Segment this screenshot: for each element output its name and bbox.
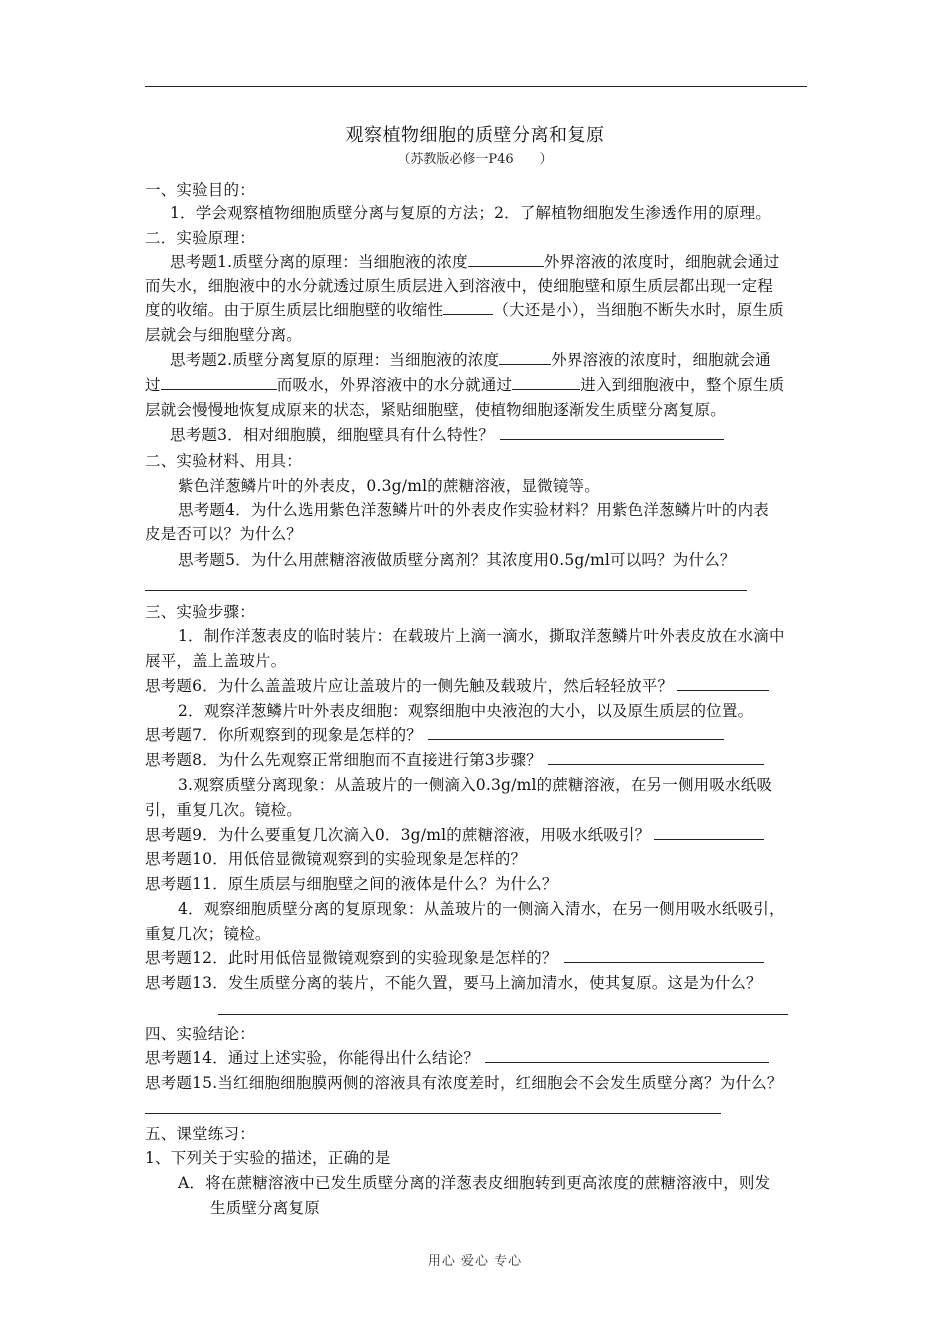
answer-blank[interactable] [654, 825, 764, 840]
question-13: 思考题13．发生质壁分离的装片，不能久置，要马上滴加清水，使其复原。这是为什么？ [145, 974, 762, 992]
question-10: 思考题10．用低倍显微镜观察到的实验现象是怎样的？ [145, 850, 527, 868]
answer-blank[interactable] [485, 1048, 769, 1063]
question-2-line-1: 思考题2.质壁分离复原的原理：当细胞液的浓度 外界溶液的浓度时，细胞就会通 [170, 351, 772, 369]
answer-line[interactable] [145, 1113, 721, 1114]
purpose-text: 1．学会观察植物细胞质壁分离与复原的方法；2．了解植物细胞发生渗透作用的原理。 [170, 204, 772, 222]
step-4-line-2: 重复几次；镜检。 [145, 925, 271, 943]
section-heading-principle: 二．实验原理： [145, 229, 255, 247]
question-2-line-2: 过 而吸水，外界溶液中的水分就通过 进入到细胞液中，整个原生质 [145, 376, 785, 394]
answer-blank[interactable] [161, 375, 277, 390]
question-8: 思考题8．为什么先观察正常细胞而不直接进行第3步骤？ [145, 750, 764, 770]
answer-blank[interactable] [443, 300, 493, 315]
question-2-line-3: 层就会慢慢地恢复成原来的状态，紧贴细胞壁，使植物细胞逐渐发生质壁分离复原。 [145, 401, 726, 419]
answer-blank[interactable] [564, 948, 764, 963]
step-2: 2．观察洋葱鳞片叶外表皮细胞：观察细胞中央液泡的大小，以及原生质层的位置。 [178, 702, 754, 720]
question-5: 思考题5．为什么用蔗糖溶液做质壁分离剂？其浓度用0.5g/ml可以吗？为什么？ [178, 551, 736, 569]
question-12: 思考题12．此时用低倍显微镜观察到的实验现象是怎样的？ [145, 948, 764, 968]
header-rule [145, 86, 807, 87]
question-1-line-4: 层就会与细胞壁分离。 [145, 326, 303, 344]
answer-blank[interactable] [500, 425, 724, 440]
answer-blank[interactable] [512, 375, 580, 390]
answer-blank[interactable] [677, 676, 769, 691]
question-6: 思考题6．为什么盖盖玻片应让盖玻片的一侧先触及载玻片，然后轻轻放平？ [145, 676, 769, 696]
question-1-line-1: 思考题1.质壁分离的原理：当细胞液的浓度 外界溶液的浓度时，细胞就会通过 [170, 253, 780, 271]
question-9: 思考题9．为什么要重复几次滴入0．3g/ml的蔗糖溶液，用吸水纸吸引？ [145, 825, 764, 845]
section-heading-steps: 三、实验步骤： [145, 603, 255, 621]
page-title: 观察植物细胞的质壁分离和复原 [345, 125, 605, 146]
exercise-option-a-line-1: A．将在蔗糖溶液中已发生质壁分离的洋葱表皮细胞转到更高浓度的蔗糖溶液中，则发 [178, 1174, 771, 1192]
answer-blank[interactable] [428, 725, 724, 740]
question-14: 思考题14．通过上述实验，你能得出什么结论？ [145, 1048, 769, 1068]
step-4-line-1: 4．观察细胞质壁分离的复原现象：从盖玻片的一侧滴入清水，在另一侧用吸水纸吸引， [178, 900, 785, 918]
question-1-line-3: 度的收缩。由于原生质层比细胞壁的收缩性 （大还是小），当细胞不断失水时，原生质 [145, 301, 784, 319]
answer-blank[interactable] [468, 252, 544, 267]
step-3-line-1: 3.观察质壁分离现象：从盖玻片的一侧滴入0.3g/ml的蔗糖溶液，在另一侧用吸水纸吸 [178, 776, 773, 794]
materials-text: 紫色洋葱鳞片叶的外表皮，0.3g/ml的蔗糖溶液，显微镜等。 [178, 477, 600, 495]
answer-line[interactable] [145, 590, 747, 591]
page-subtitle: （苏教版必修一P46 ） [397, 152, 553, 167]
answer-line[interactable] [218, 1014, 788, 1015]
step-3-line-2: 引，重复几次。镜检。 [145, 801, 303, 819]
exercise-option-a-line-2: 生质壁分离复原 [210, 1199, 320, 1217]
question-15: 思考题15.当红细胞细胞膜两侧的溶液具有浓度差时，红细胞会不会发生质壁分离？为什么？ [145, 1074, 783, 1092]
question-1-line-2: 而失水，细胞液中的水分就透过原生质层进入到溶液中，使细胞壁和原生质层都出现一定程 [145, 277, 774, 295]
step-1-line-1: 1．制作洋葱表皮的临时装片：在载玻片上滴一滴水，撕取洋葱鳞片叶外表皮放在水滴中 [178, 627, 785, 645]
question-4-line-2: 皮是否可以？为什么？ [145, 525, 303, 543]
exercise-question-1: 1、下列关于实验的描述，正确的是 [145, 1149, 391, 1167]
question-11: 思考题11．原生质层与细胞壁之间的液体是什么？为什么？ [145, 875, 558, 893]
section-heading-materials: 二、实验材料、用具： [145, 452, 303, 470]
question-7: 思考题7．你所观察到的现象是怎样的？ [145, 725, 724, 745]
section-heading-exercise: 五、课堂练习： [145, 1125, 255, 1143]
question-3: 思考题3．相对细胞膜，细胞壁具有什么特性？ [170, 425, 724, 445]
page-footer: 用心 爱心 专心 [427, 1254, 523, 1269]
answer-blank[interactable] [499, 350, 551, 365]
section-heading-conclusion: 四、实验结论： [145, 1025, 255, 1043]
section-heading-purpose: 一、实验目的： [145, 181, 255, 199]
step-1-line-2: 展平，盖上盖玻片。 [145, 652, 287, 670]
question-4-line-1: 思考题4．为什么选用紫色洋葱鳞片叶的外表皮作实验材料？用紫色洋葱鳞片叶的内表 [178, 501, 769, 519]
answer-blank[interactable] [548, 750, 764, 765]
